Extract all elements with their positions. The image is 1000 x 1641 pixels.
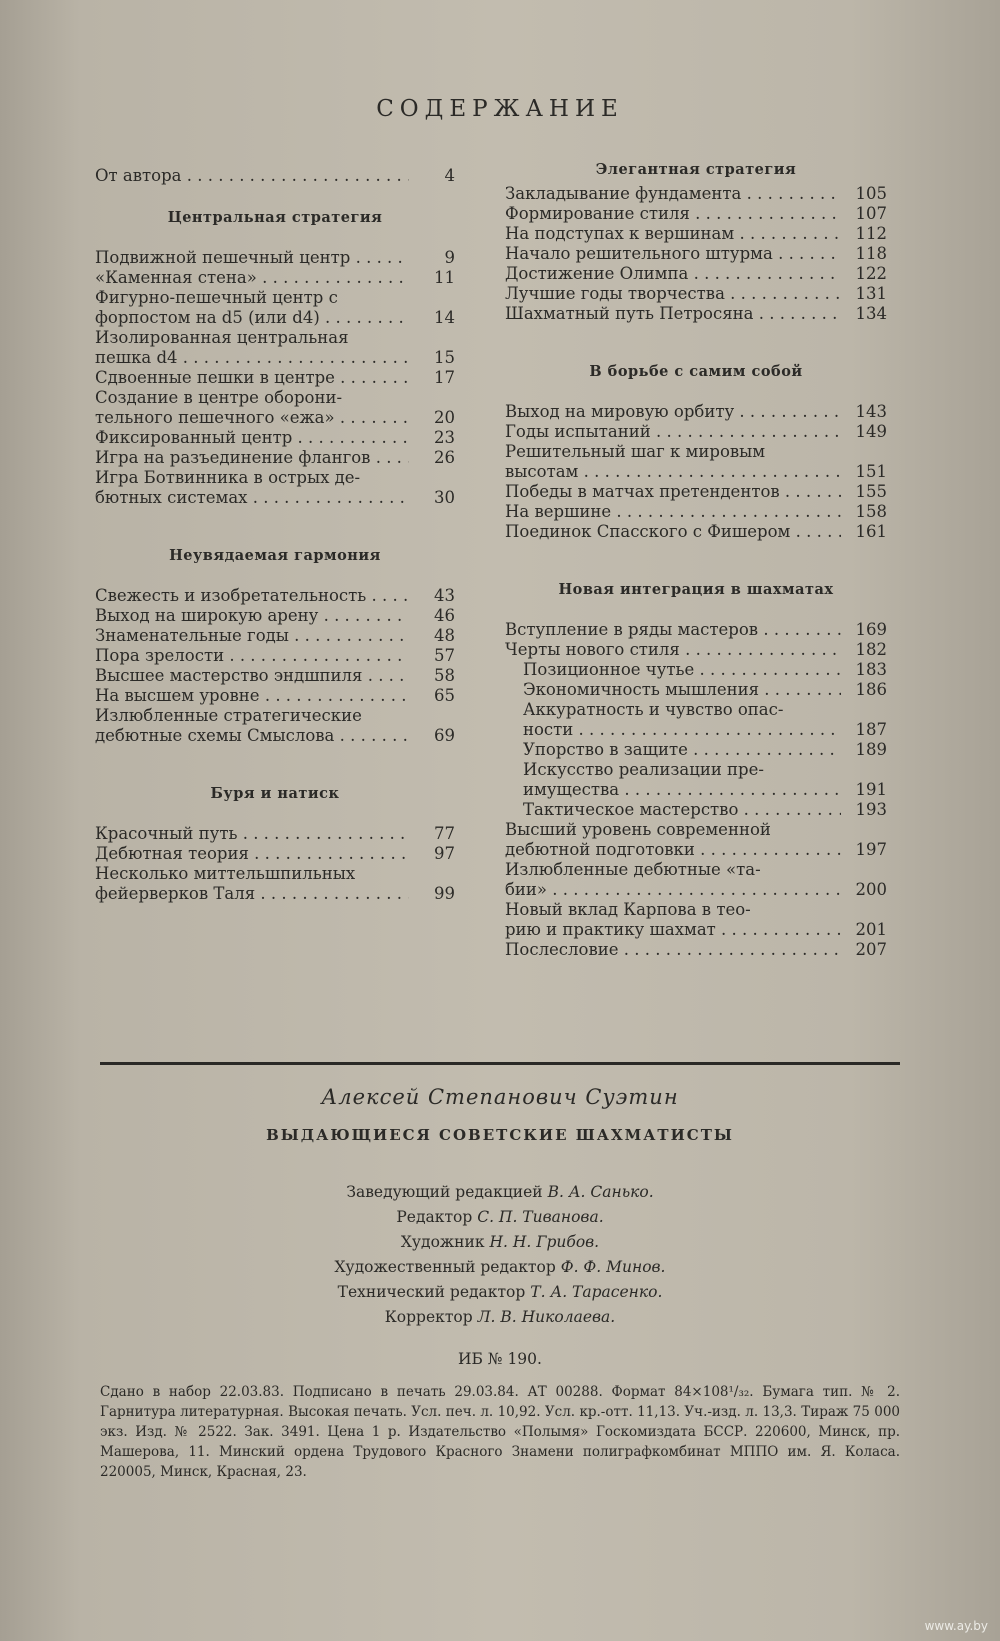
toc-entry-title: Игра Ботвинника в острых де-	[95, 468, 361, 487]
toc-entry	[95, 448, 455, 468]
section-heading: Неувядаемая гармония	[169, 547, 381, 564]
toc-entry-page: 23	[434, 428, 455, 447]
toc-entry-title: Знаменательные годы . . .	[95, 626, 409, 646]
toc-entry-title: Излюбленные стратегические	[95, 706, 362, 725]
toc-entry-title: имущества . . .	[523, 780, 841, 800]
toc-entry-page: 4	[444, 166, 455, 185]
toc-entry-title: Упорство в защите . . .	[523, 740, 841, 760]
section-heading: В борьбе с самим собой	[589, 363, 803, 380]
toc-entry	[505, 522, 887, 542]
toc-entry-title: ности . . .	[523, 720, 841, 740]
toc-entry-title: Новый вклад Карпова в тео-	[505, 900, 751, 919]
credit-line	[0, 1255, 1000, 1280]
toc-entry	[505, 284, 887, 304]
credit-role: Художник	[400, 1233, 485, 1251]
toc-entry-title: Аккуратность и чувство опас-	[523, 700, 784, 719]
toc-entry-title: Вступление в ряды мастеров . . .	[505, 620, 841, 640]
book-author: Алексей Степанович Суэтин	[321, 1085, 679, 1109]
toc-entry-title: Несколько миттельшпильных	[95, 864, 356, 883]
toc-entry-page: 77	[434, 824, 455, 843]
toc-entry-title: От автора . . .	[95, 166, 409, 186]
toc-entry-page: 9	[444, 248, 455, 267]
toc-entry	[505, 184, 887, 204]
credit-name: Ф. Ф. Минов.	[560, 1258, 666, 1276]
toc-entry	[505, 264, 887, 284]
toc-entry-title: Выход на мировую орбиту . . .	[505, 402, 841, 422]
toc-entry	[95, 248, 455, 268]
toc-entry-title: Начало решительного штурма . . .	[505, 244, 841, 264]
toc-entry	[505, 780, 887, 800]
credit-role: Заведующий редакцией	[346, 1183, 543, 1201]
toc-entry	[505, 640, 887, 660]
toc-entry-title: На вершине . . .	[505, 502, 841, 522]
toc-entry-page: 15	[434, 348, 455, 367]
toc-entry-title: Красочный путь . . .	[95, 824, 409, 844]
toc-entry-title: пешка d4 . . .	[95, 348, 409, 368]
toc-entry	[95, 348, 455, 368]
toc-entry-title: Черты нового стиля . . .	[505, 640, 841, 660]
toc-entry-title: Игра на разъединение флангов . . .	[95, 448, 409, 468]
watermark: www.ay.by	[924, 1619, 988, 1633]
toc-entry	[95, 646, 455, 666]
toc-entry-page: 69	[434, 726, 455, 745]
toc-entry-page: 97	[434, 844, 455, 863]
toc-entry-title: Формирование стиля . . .	[505, 204, 841, 224]
toc-entry-title: «Каменная стена» . . .	[95, 268, 409, 288]
toc-entry	[95, 468, 455, 488]
toc-entry-title: Лучшие годы творчества . . .	[505, 284, 841, 304]
toc-entry	[505, 244, 887, 264]
toc-entry	[505, 304, 887, 324]
toc-entry-title: Высший уровень современной	[505, 820, 771, 839]
credit-role: Редактор	[396, 1208, 473, 1226]
toc-entry	[505, 402, 887, 422]
credit-role: Корректор	[384, 1308, 473, 1326]
toc-entry-page: 169	[855, 620, 887, 639]
toc-entry-page: 189	[855, 740, 887, 759]
toc-entry	[505, 820, 887, 840]
toc-entry-from-author	[95, 166, 455, 186]
credit-name: С. П. Тиванова.	[477, 1208, 604, 1226]
toc-entry-title: Тактическое мастерство . . .	[523, 800, 841, 820]
toc-entry-page: 118	[855, 244, 887, 263]
section-heading: Новая интеграция в шахматах	[558, 581, 834, 598]
toc-entry	[505, 940, 887, 960]
toc-entry-title: форпостом на d5 (или d4) . . .	[95, 308, 409, 328]
toc-entry-page: 151	[855, 462, 887, 481]
toc-entry-title: дебютной подготовки . . .	[505, 840, 841, 860]
toc-entry-title: Годы испытаний . . .	[505, 422, 841, 442]
toc-entry	[95, 308, 455, 328]
toc-entry-title: Фигурно-пешечный центр с	[95, 288, 338, 307]
toc-entry-title: Подвижной пешечный центр . . .	[95, 248, 409, 268]
toc-entry-title: Экономичность мышления . . .	[523, 680, 841, 700]
toc-entry-title: Достижение Олимпа . . .	[505, 264, 841, 284]
section-heading: Элегантная стратегия	[595, 161, 797, 178]
toc-entry	[95, 288, 455, 308]
toc-entry-page: 186	[855, 680, 887, 699]
toc-entry	[505, 442, 887, 462]
toc-entry	[95, 606, 455, 626]
toc-entry-title: рию и практику шахмат . . .	[505, 920, 841, 940]
toc-entry-page: 14	[434, 308, 455, 327]
toc-entry	[505, 760, 887, 780]
toc-entry	[95, 884, 455, 904]
toc-entry-page: 131	[855, 284, 887, 303]
toc-entry-title: Решительный шаг к мировым	[505, 442, 766, 461]
section-heading: Центральная стратегия	[167, 209, 383, 226]
toc-entry-title: Искусство реализации пре-	[523, 760, 764, 779]
toc-entry-page: 30	[434, 488, 455, 507]
toc-entry-title: Пора зрелости . . .	[95, 646, 409, 666]
toc-entry-title: Изолированная центральная	[95, 328, 349, 347]
credit-line	[0, 1230, 1000, 1255]
credit-role: Технический редактор	[337, 1283, 526, 1301]
toc-entry	[505, 840, 887, 860]
toc-entry-page: 11	[434, 268, 455, 287]
toc-entry	[95, 388, 455, 408]
toc-entry-title: Высшее мастерство эндшпиля . . .	[95, 666, 409, 686]
toc-entry-page: 105	[855, 184, 887, 203]
ib-number: ИБ № 190.	[458, 1350, 542, 1368]
toc-entry	[505, 502, 887, 522]
credit-line	[0, 1180, 1000, 1205]
toc-entry-page: 155	[855, 482, 887, 501]
toc-entry-page: 46	[434, 606, 455, 625]
toc-entry	[505, 462, 887, 482]
toc-entry-page: 207	[855, 940, 887, 959]
toc-entry-page: 17	[434, 368, 455, 387]
toc-right-column	[505, 160, 887, 984]
toc-entry-title: Дебютная теория . . .	[95, 844, 409, 864]
toc-entry-page: 20	[434, 408, 455, 427]
toc-entry-title: Фиксированный центр . . .	[95, 428, 409, 448]
credits-list	[0, 1180, 1000, 1330]
toc-entry	[95, 706, 455, 726]
toc-entry-page: 99	[434, 884, 455, 903]
toc-entry-title: Позиционное чутье . . .	[523, 660, 841, 680]
toc-entry	[505, 422, 887, 442]
toc-entry	[95, 368, 455, 388]
toc-entry-title: На подступах к вершинам . . .	[505, 224, 841, 244]
book-title: ВЫДАЮЩИЕСЯ СОВЕТСКИЕ ШАХМАТИСТЫ	[266, 1126, 734, 1144]
toc-entry-page: 48	[434, 626, 455, 645]
toc-entry	[505, 700, 887, 720]
toc-entry-page: 191	[855, 780, 887, 799]
toc-entry-page: 107	[855, 204, 887, 223]
credit-name: Н. Н. Грибов.	[489, 1233, 600, 1251]
toc-entry-page: 58	[434, 666, 455, 685]
toc-entry-title: Закладывание фундамента . . .	[505, 184, 841, 204]
toc-entry	[505, 620, 887, 640]
toc-entry	[95, 844, 455, 864]
toc-entry	[95, 408, 455, 428]
toc-entry	[505, 720, 887, 740]
toc-entry	[505, 800, 887, 820]
toc-left-column	[95, 166, 455, 928]
toc-entry-title: На высшем уровне . . .	[95, 686, 409, 706]
toc-entry-page: 158	[855, 502, 887, 521]
toc-entry	[95, 328, 455, 348]
imprint-text: Сдано в набор 22.03.83. Подписано в печать 29.03.84. АТ 00288. Формат 84×108¹/₃₂. Бумага тип. № 2. Гарнитура литературная. Высокая печать. Усл. печ. л. 10,92. Усл. кр.-отт. 11,13. Уч.-изд. л. 13,3. Тираж 75 000 экз. Изд. № 2522. Зак. 3491. Цена 1 р. Издательство «Полымя» Госкомиздата БССР. 220600, Минск, пр. Машерова, 11. Минский ордена Трудового Красного Знамени полиграфкомбинат МППО им. Я. Коласа. 220005, Минск, Красная, 23.	[100, 1384, 900, 1480]
credit-role: Художественный редактор	[334, 1258, 556, 1276]
toc-entry	[95, 824, 455, 844]
toc-entry-page: 149	[855, 422, 887, 441]
toc-entry-page: 143	[855, 402, 887, 421]
toc-entry	[95, 686, 455, 706]
toc-entry-page: 187	[855, 720, 887, 739]
toc-entry	[505, 920, 887, 940]
toc-entry-title: бии» . . .	[505, 880, 841, 900]
toc-entry-page: 161	[855, 522, 887, 541]
section-heading: Буря и натиск	[210, 785, 340, 802]
contents-title: СОДЕРЖАНИЕ	[376, 96, 624, 122]
toc-entry-page: 122	[855, 264, 887, 283]
toc-entry-page: 200	[855, 880, 887, 899]
toc-entry	[505, 660, 887, 680]
toc-entry-page: 112	[855, 224, 887, 243]
credit-line	[0, 1205, 1000, 1230]
credit-line	[0, 1280, 1000, 1305]
toc-entry-title: Излюбленные дебютные «та-	[505, 860, 761, 879]
toc-entry-page: 57	[434, 646, 455, 665]
toc-entry-title: Победы в матчах претендентов . . .	[505, 482, 841, 502]
toc-entry	[95, 666, 455, 686]
toc-entry-page: 65	[434, 686, 455, 705]
toc-entry	[95, 428, 455, 448]
toc-entry-page: 182	[855, 640, 887, 659]
toc-entry	[95, 726, 455, 746]
toc-entry-page: 193	[855, 800, 887, 819]
credit-name: Л. В. Николаева.	[477, 1308, 616, 1326]
toc-entry	[505, 482, 887, 502]
toc-entry	[95, 626, 455, 646]
toc-entry-title: фейерверков Таля . . .	[95, 884, 409, 904]
toc-entry-title: тельного пешечного «ежа» . . .	[95, 408, 409, 428]
toc-entry-page: 201	[855, 920, 887, 939]
toc-entry-title: Шахматный путь Петросяна . . .	[505, 304, 841, 324]
toc-entry-page: 183	[855, 660, 887, 679]
toc-entry-title: дебютные схемы Смыслова . . .	[95, 726, 409, 746]
toc-entry-page: 197	[855, 840, 887, 859]
toc-entry	[505, 740, 887, 760]
toc-entry-page: 26	[434, 448, 455, 467]
toc-entry	[95, 488, 455, 508]
toc-entry	[95, 586, 455, 606]
toc-entry-page: 43	[434, 586, 455, 605]
credit-name: Т. А. Тарасенко.	[530, 1283, 663, 1301]
credit-line	[0, 1305, 1000, 1330]
toc-entry	[505, 900, 887, 920]
toc-entry-title: высотам . . .	[505, 462, 841, 482]
toc-entry-title: Создание в центре оборони-	[95, 388, 343, 407]
toc-entry-title: бютных системах . . .	[95, 488, 409, 508]
toc-entry	[505, 224, 887, 244]
toc-entry	[95, 268, 455, 288]
credit-name: В. А. Санько.	[547, 1183, 654, 1201]
divider-rule	[100, 1062, 900, 1065]
toc-entry	[505, 680, 887, 700]
toc-entry-title: Выход на широкую арену . . .	[95, 606, 409, 626]
toc-entry	[95, 864, 455, 884]
toc-entry	[505, 860, 887, 880]
toc-entry	[505, 204, 887, 224]
toc-entry-title: Послесловие . . .	[505, 940, 841, 960]
toc-entry-title: Поединок Спасского с Фишером . . .	[505, 522, 841, 542]
toc-entry	[505, 880, 887, 900]
toc-entry-page: 134	[855, 304, 887, 323]
toc-entry-title: Свежесть и изобретательность . . .	[95, 586, 409, 606]
toc-entry-title: Сдвоенные пешки в центре . . .	[95, 368, 409, 388]
